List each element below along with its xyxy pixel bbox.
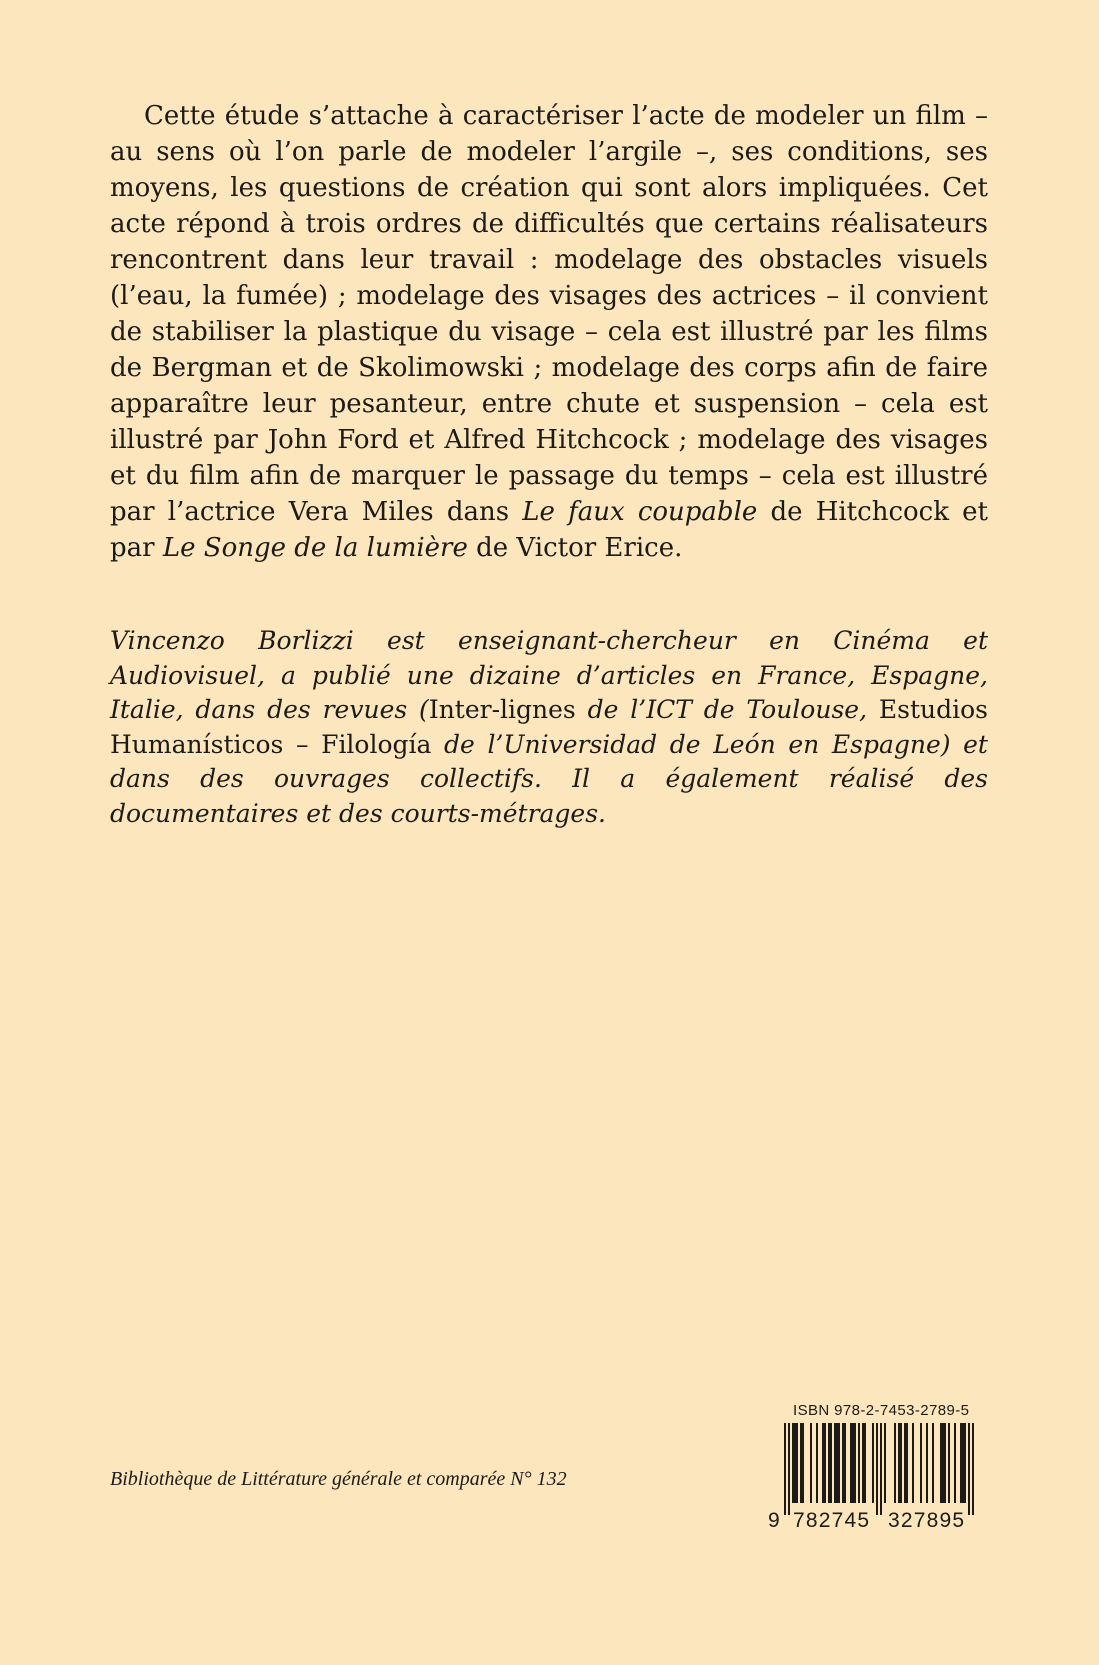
barcode-bar — [932, 1423, 934, 1503]
isbn-barcode — [768, 1402, 990, 1539]
bio-journal-interlignes: Inter-lignes — [428, 695, 576, 724]
barcode-bar — [898, 1423, 900, 1503]
bio-text-3: de l’Universidad de León en Espagne) et dans des ouvrages collectifs. Il a également réalisé des documentaires et des courts-métrages. — [110, 729, 988, 828]
barcode-bar — [872, 1423, 874, 1503]
barcode-bar — [834, 1423, 836, 1503]
barcode-bar — [802, 1423, 804, 1503]
barcode-bar — [912, 1423, 914, 1503]
barcode-bar — [964, 1423, 966, 1503]
barcode-bar — [884, 1423, 886, 1503]
barcode-bar — [900, 1423, 902, 1503]
series-name: Bibliothèque de Littérature générale et comparée N° 132 — [110, 1468, 567, 1490]
barcode-guard-bar — [968, 1423, 970, 1515]
barcode-bar — [960, 1423, 962, 1503]
barcode-bar — [810, 1423, 812, 1503]
barcode-bar — [954, 1423, 956, 1503]
barcode-bar — [816, 1423, 818, 1503]
barcode-bar — [940, 1423, 942, 1503]
barcode-bar — [828, 1423, 830, 1503]
barcode-bars — [768, 1423, 990, 1515]
barcode-bar — [942, 1423, 944, 1503]
barcode-bar — [792, 1423, 794, 1503]
barcode-guard-bar — [876, 1423, 878, 1515]
summary-text-1: Cette étude s’attache à caractériser l’acte de modeler un film – au sens où l’on parle de modeler l’argile –, ses conditions, ses moyens, les questions de création qui sont alors impliquées. Cet acte répond à trois ordres de difficultés que certains réalisateurs rencontrent dans leur travail : modelage des obstacles visuels (l’eau, la fumée) ; modelage des visages des actrices – il convient de stabiliser la plastique du visage – cela est illustré par les films de Bergman et de Skolimowski ; modelage des corps afin de faire apparaître leur pesanteur, entre chute et suspension – cela est illustré par John Ford et Alfred Hitchcock ; modelage des visages et du film afin de marquer le passage du temps – cela est illustré par l’actrice Vera Miles dans — [110, 101, 988, 527]
barcode-bar — [944, 1423, 946, 1503]
bio-text-2: de l’ICT de Toulouse, — [575, 695, 879, 724]
barcode-bar — [836, 1423, 838, 1503]
film-title-faux-coupable: Le faux coupable — [522, 497, 758, 527]
barcode-bar — [830, 1423, 832, 1503]
barcode-bar — [794, 1423, 796, 1503]
barcode-bar — [862, 1423, 864, 1503]
barcode-bar — [838, 1423, 840, 1503]
barcode-bar — [796, 1423, 798, 1503]
barcode-bar — [854, 1423, 856, 1503]
barcode-guard-bar — [784, 1423, 786, 1515]
bio-text-1: Vincenzo Borlizzi est enseignant-chercheur en Cinéma et Audiovisuel, a publié une dizaine d’articles en France, Espagne, Italie, dans des revues ( — [110, 626, 988, 724]
barcode-bar — [962, 1423, 964, 1503]
author-bio — [110, 624, 988, 831]
barcode-bar — [824, 1423, 826, 1503]
barcode-guard-bar — [972, 1423, 974, 1515]
barcode-digits — [768, 1509, 990, 1539]
summary-paragraph — [110, 98, 988, 566]
barcode-digits-right: 327895 — [888, 1509, 966, 1532]
barcode-bar — [852, 1423, 854, 1503]
barcode-bar — [906, 1423, 908, 1503]
barcode-bar — [926, 1423, 928, 1503]
barcode-bar — [842, 1423, 844, 1503]
barcode-digits-left: 782745 — [793, 1509, 871, 1532]
summary-text-3: de Victor Erice. — [467, 533, 683, 563]
barcode-guard-bar — [880, 1423, 882, 1515]
barcode-bar — [800, 1423, 802, 1503]
barcode-bar — [948, 1423, 950, 1503]
bio-journal-estudios: Estudios Humanísticos – Filología — [110, 695, 988, 759]
barcode-bar — [844, 1423, 846, 1503]
isbn-label: ISBN 978-2-7453-2789-5 — [793, 1402, 970, 1419]
barcode-digit-first: 9 — [768, 1509, 781, 1532]
barcode-bar — [822, 1423, 824, 1503]
barcode-bar — [864, 1423, 866, 1503]
barcode-bar — [920, 1423, 922, 1503]
summary-text-2: de Hitchcock et par — [110, 497, 989, 563]
film-title-songe-lumiere: Le Songe de la lumière — [162, 533, 468, 563]
barcode-bar — [894, 1423, 896, 1503]
barcode-bar — [858, 1423, 860, 1503]
barcode-bar — [904, 1423, 906, 1503]
barcode-guard-bar — [788, 1423, 790, 1515]
barcode-bar — [850, 1423, 852, 1503]
